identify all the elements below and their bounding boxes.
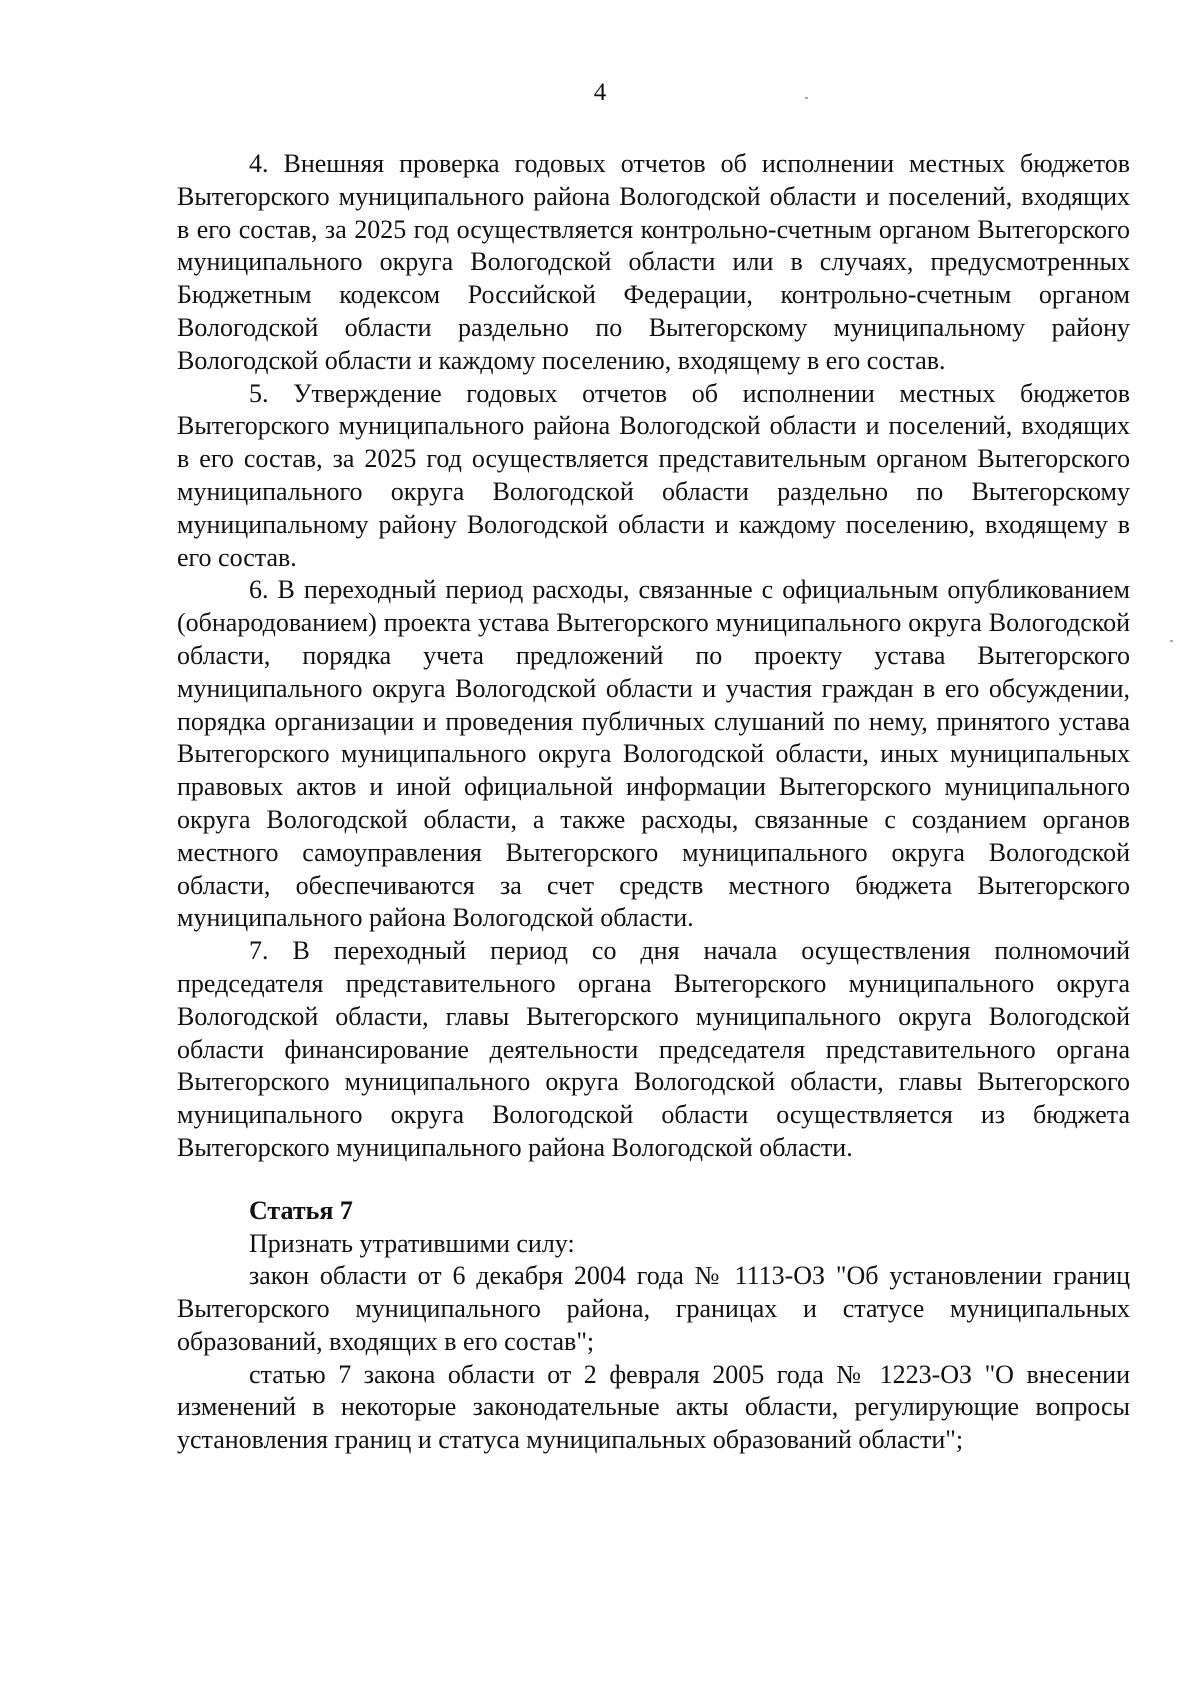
paragraph-5: 5. Утверждение годовых отчетов об исполнении местных бюджетов Вытегорского муниципального района Вологодской области и поселений, входящих в его состав, за 2025 год осуществляется представительным органом Вытегорского муниципального округа Вологодской области раздельно по Вытегорскому муниципальному району Вологодской области и каждому поселению, входящему в его состав. (177, 378, 1130, 572)
document-body (177, 148, 1130, 1457)
scan-speck (805, 97, 808, 99)
article-7-intro: Признать утратившими силу: (249, 1228, 575, 1258)
scan-speck (1170, 640, 1173, 642)
article-7-item-2: статью 7 закона области от 2 февраля 2005 года № 1223-ОЗ "О внесении изменений в некоторые законодательные акты области, регулирующие вопросы установления границ и статуса муниципальных образований области"; (177, 1359, 1130, 1455)
paragraph-7: 7. В переходный период со дня начала осуществления полномочий председателя представительного органа Вытегорского муниципального округа Вологодской области, главы Вытегорского муниципального округа Вологодской области финансирование деятельности председателя представительного органа Вытегорского муниципального округа Вологодской области, главы Вытегорского муниципального округа Вологодской области осуществляется из бюджета Вытегорского муниципального района Вологодской области. (177, 936, 1130, 1162)
article-7-heading: Статья 7 (249, 1195, 353, 1225)
article-7-item-1: закон области от 6 декабря 2004 года № 1113-ОЗ "Об установлении границ Вытегорского муниципального района, границах и статусе муниципальных образований, входящих в его состав"; (177, 1261, 1130, 1356)
paragraph-4: 4. Внешняя проверка годовых отчетов об исполнении местных бюджетов Вытегорского муниципального района Вологодской области и поселений, входящих в его состав, за 2025 год осуществляется контрольно-счетным органом Вытегорского муниципального округа Вологодской области или в случаях, предусмотренных Бюджетным кодексом Российской Федерации, контрольно-счетным органом Вологодской области раздельно по Вытегорскому муниципальному району Вологодской области и каждому поселению, входящему в его состав. (177, 149, 1130, 375)
page-number: 4 (593, 79, 607, 106)
paragraph-6: 6. В переходный период расходы, связанные с официальным опубликованием (обнародованием) проекта устава Вытегорского муниципального округа Вологодской области, порядка учета предложений по проекту устава Вытегорского муниципального округа Вологодской области и участия граждан в его обсуждении, порядка организации и проведения публичных слушаний по нему, принятого устава Вытегорского муниципального округа Вологодской области, иных муниципальных правовых актов и иной официальной информации Вытегорского муниципального округа Вологодской области, а также расходы, связанные с созданием органов местного самоуправления Вытегорского муниципального округа Вологодской области, обеспечиваются за счет средств местного бюджета Вытегорского муниципального района Вологодской области. (177, 575, 1130, 933)
